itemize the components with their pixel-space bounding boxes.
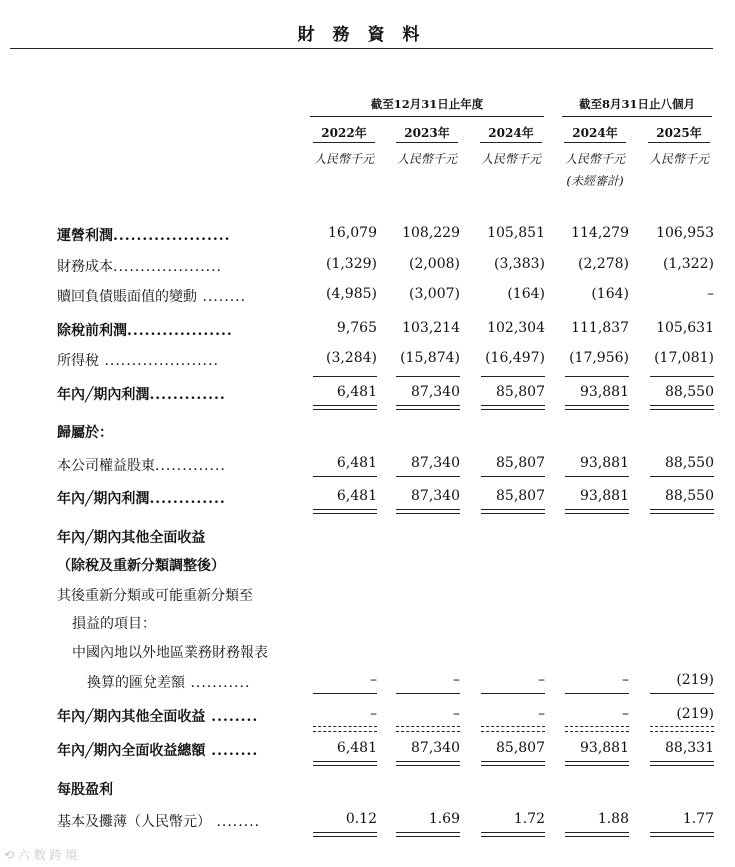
row-9-value-5: 88,550 <box>665 488 714 504</box>
leader-dots: .................. <box>127 323 233 339</box>
row-label-text: 損益的項目： <box>72 616 156 632</box>
total-rule-6-2 <box>396 726 460 727</box>
total-rule-4-4 <box>565 509 629 514</box>
row-6-value-5: 88,550 <box>665 384 714 400</box>
total-rule-3-2 <box>396 476 460 477</box>
year-header-2: 2023年 <box>404 126 450 140</box>
row-label-text: 年內╱期內利潤 <box>57 387 150 403</box>
row-16-value-3: – <box>538 706 545 722</box>
row-label-17 <box>57 740 258 760</box>
title-bar <box>10 14 713 49</box>
leader-dots: .................... <box>113 228 231 244</box>
group-header-eight-months: 截至8月31日止八個月 <box>578 97 695 111</box>
row-label-10 <box>57 527 205 547</box>
row-label-text: （除稅及重新分類調整後） <box>57 558 225 574</box>
row-6-value-4: 93,881 <box>580 384 629 400</box>
total-rule-2-3 <box>481 405 545 410</box>
total-rule-6-3 <box>481 726 545 727</box>
unit-label-3: 人民幣千元 <box>480 152 541 166</box>
row-1-value-5: 106,953 <box>656 225 714 241</box>
row-label-text: 財務成本 <box>57 259 113 275</box>
row-label-text: 年內╱期內利潤 <box>57 491 150 507</box>
row-4-value-2: 103,214 <box>402 320 460 336</box>
total-rule-3-5 <box>650 476 714 477</box>
row-label-16 <box>57 706 258 726</box>
total-rule-2-4 <box>565 405 629 410</box>
total-rule-3-3 <box>481 476 545 477</box>
row-5-value-5: (17,081) <box>654 350 714 366</box>
row-label-13 <box>72 613 156 633</box>
total-rule-5-2 <box>396 693 460 694</box>
row-9-value-3: 85,807 <box>496 488 545 504</box>
year-rule-5 <box>648 142 710 143</box>
total-rule-3-4 <box>565 476 629 477</box>
row-6-value-1: 6,481 <box>336 384 377 400</box>
row-label-18 <box>57 779 113 799</box>
row-17-value-1: 6,481 <box>336 740 377 756</box>
total-rule-9-1 <box>313 832 377 837</box>
total-rule-5-5 <box>650 693 714 694</box>
row-5-value-2: (15,874) <box>400 350 460 366</box>
row-15-value-4: – <box>622 672 629 688</box>
row-label-15 <box>87 672 250 692</box>
row-19-value-3: 1.72 <box>513 811 545 827</box>
leader-dots: ........ <box>197 289 247 305</box>
row-1-value-4: 114,279 <box>571 225 629 241</box>
row-17-value-3: 85,807 <box>496 740 545 756</box>
row-label-text: 運營利潤 <box>57 228 113 244</box>
year-rule-3 <box>480 142 542 143</box>
total-rule-1-1 <box>313 376 377 377</box>
row-label-11 <box>57 555 225 575</box>
row-4-value-5: 105,631 <box>656 320 714 336</box>
total-rule-5-3 <box>481 693 545 694</box>
row-label-6 <box>57 384 226 404</box>
row-8-value-2: 87,340 <box>411 455 460 471</box>
row-label-5 <box>57 350 219 370</box>
row-19-value-5: 1.77 <box>682 811 714 827</box>
watermark: ⟲ 六 数 跨 境 <box>4 848 78 862</box>
row-19-value-1: 0.12 <box>345 811 377 827</box>
unaudited-label: (未經審計) <box>566 174 624 188</box>
total-rule-7-4 <box>565 731 629 732</box>
row-1-value-1: 16,079 <box>328 225 377 241</box>
unit-label-1: 人民幣千元 <box>313 152 374 166</box>
row-label-text: 歸屬於： <box>57 425 113 441</box>
year-header-4: 2024年 <box>572 126 618 140</box>
row-19-value-2: 1.69 <box>428 811 460 827</box>
unit-label-2: 人民幣千元 <box>396 152 457 166</box>
total-rule-7-2 <box>396 731 460 732</box>
row-8-value-5: 88,550 <box>665 455 714 471</box>
row-label-text: 基本及攤薄（人民幣元） <box>57 814 211 830</box>
row-16-value-5: (219) <box>676 706 714 722</box>
row-8-value-1: 6,481 <box>336 455 377 471</box>
row-3-value-2: (3,007) <box>408 286 460 302</box>
unit-label-5: 人民幣千元 <box>648 152 709 166</box>
row-4-value-4: 111,837 <box>571 320 629 336</box>
total-rule-8-2 <box>396 761 460 766</box>
total-rule-6-4 <box>565 726 629 727</box>
leader-dots: ............. <box>149 387 226 403</box>
row-2-value-1: (1,329) <box>325 256 377 272</box>
total-rule-8-5 <box>650 761 714 766</box>
row-label-text: 贖回負債賬面值的變動 <box>57 289 197 305</box>
row-6-value-2: 87,340 <box>411 384 460 400</box>
row-label-text: 除稅前利潤 <box>57 323 127 339</box>
total-rule-3-1 <box>313 476 377 477</box>
row-4-value-1: 9,765 <box>336 320 377 336</box>
total-rule-9-4 <box>565 832 629 837</box>
leader-dots: ........... <box>185 675 251 691</box>
total-rule-4-3 <box>481 509 545 514</box>
total-rule-1-5 <box>650 376 714 377</box>
total-rule-4-1 <box>313 509 377 514</box>
total-rule-7-5 <box>650 731 714 732</box>
row-1-value-2: 108,229 <box>402 225 460 241</box>
total-rule-9-2 <box>396 832 460 837</box>
total-rule-2-5 <box>650 405 714 410</box>
row-15-value-3: – <box>538 672 545 688</box>
row-label-19 <box>57 811 260 831</box>
row-label-text: 年內╱期內全面收益總額 <box>57 743 206 759</box>
row-label-text: 中國內地以外地區業務財務報表 <box>72 645 268 661</box>
row-2-value-3: (3,383) <box>493 256 545 272</box>
row-label-text: 所得稅 <box>57 353 99 369</box>
total-rule-2-1 <box>313 405 377 410</box>
total-rule-2-2 <box>396 405 460 410</box>
row-17-value-4: 93,881 <box>580 740 629 756</box>
group-header-eight-months-rule <box>562 116 712 117</box>
unit-label-4: 人民幣千元 <box>564 152 625 166</box>
total-rule-1-2 <box>396 376 460 377</box>
row-label-text: 每股盈利 <box>57 782 113 798</box>
leader-dots: .................... <box>113 259 223 275</box>
total-rule-1-3 <box>481 376 545 377</box>
row-label-text: 年內╱期內其他全面收益 <box>57 709 206 725</box>
group-header-full-year: 截至12月31日止年度 <box>370 97 484 111</box>
row-15-value-1: – <box>370 672 377 688</box>
total-rule-5-4 <box>565 693 629 694</box>
row-label-3 <box>57 286 246 306</box>
year-rule-2 <box>396 142 458 143</box>
row-3-value-3: (164) <box>507 286 545 302</box>
row-17-value-5: 88,331 <box>665 740 714 756</box>
row-8-value-3: 85,807 <box>496 455 545 471</box>
row-1-value-3: 105,851 <box>487 225 545 241</box>
row-2-value-2: (2,008) <box>408 256 460 272</box>
year-header-5: 2025年 <box>656 126 702 140</box>
row-19-value-4: 1.88 <box>597 811 629 827</box>
row-9-value-4: 93,881 <box>580 488 629 504</box>
total-rule-8-3 <box>481 761 545 766</box>
row-5-value-1: (3,284) <box>325 350 377 366</box>
leader-dots: ........ <box>205 743 259 759</box>
row-16-value-2: – <box>453 706 460 722</box>
row-15-value-5: (219) <box>676 672 714 688</box>
row-9-value-2: 87,340 <box>411 488 460 504</box>
row-label-text: 年內╱期內其他全面收益 <box>57 530 206 546</box>
row-16-value-4: – <box>622 706 629 722</box>
row-9-value-1: 6,481 <box>336 488 377 504</box>
page-title: 財 務 資 料 <box>297 25 426 45</box>
row-label-text: 其後重新分類或可能重新分類至 <box>57 588 253 604</box>
group-header-full-year-rule <box>310 116 544 117</box>
year-header-1: 2022年 <box>321 126 367 140</box>
total-rule-9-5 <box>650 832 714 837</box>
total-rule-6-1 <box>313 726 377 727</box>
total-rule-7-3 <box>481 731 545 732</box>
row-label-2 <box>57 256 222 276</box>
total-rule-8-1 <box>313 761 377 766</box>
row-6-value-3: 85,807 <box>496 384 545 400</box>
total-rule-6-5 <box>650 726 714 727</box>
leader-dots: ........ <box>205 709 259 725</box>
row-2-value-4: (2,278) <box>577 256 629 272</box>
row-label-12 <box>57 585 253 605</box>
row-label-text: 本公司權益股東 <box>57 458 155 474</box>
leader-dots: ............. <box>155 458 226 474</box>
total-rule-4-2 <box>396 509 460 514</box>
total-rule-9-3 <box>481 832 545 837</box>
total-rule-5-1 <box>313 693 377 694</box>
row-label-14 <box>72 642 268 662</box>
row-label-4 <box>57 320 233 340</box>
total-rule-8-4 <box>565 761 629 766</box>
row-8-value-4: 93,881 <box>580 455 629 471</box>
year-rule-4 <box>564 142 626 143</box>
row-label-7 <box>57 422 113 442</box>
row-5-value-3: (16,497) <box>485 350 545 366</box>
row-label-text: 換算的匯兌差額 <box>87 675 185 691</box>
total-rule-4-5 <box>650 509 714 514</box>
row-16-value-1: – <box>370 706 377 722</box>
leader-dots: ..................... <box>99 353 219 369</box>
year-rule-1 <box>313 142 375 143</box>
row-3-value-1: (4,985) <box>325 286 377 302</box>
row-label-8 <box>57 455 226 475</box>
year-header-3: 2024年 <box>488 126 534 140</box>
row-5-value-4: (17,956) <box>569 350 629 366</box>
row-label-1 <box>57 225 230 245</box>
row-3-value-4: (164) <box>591 286 629 302</box>
row-3-value-5: – <box>707 286 714 302</box>
row-4-value-3: 102,304 <box>487 320 545 336</box>
total-rule-7-1 <box>313 731 377 732</box>
leader-dots: ............. <box>149 491 226 507</box>
row-15-value-2: – <box>453 672 460 688</box>
leader-dots: ........ <box>211 814 261 830</box>
row-2-value-5: (1,322) <box>662 256 714 272</box>
total-rule-1-4 <box>565 376 629 377</box>
row-label-9 <box>57 488 226 508</box>
row-17-value-2: 87,340 <box>411 740 460 756</box>
